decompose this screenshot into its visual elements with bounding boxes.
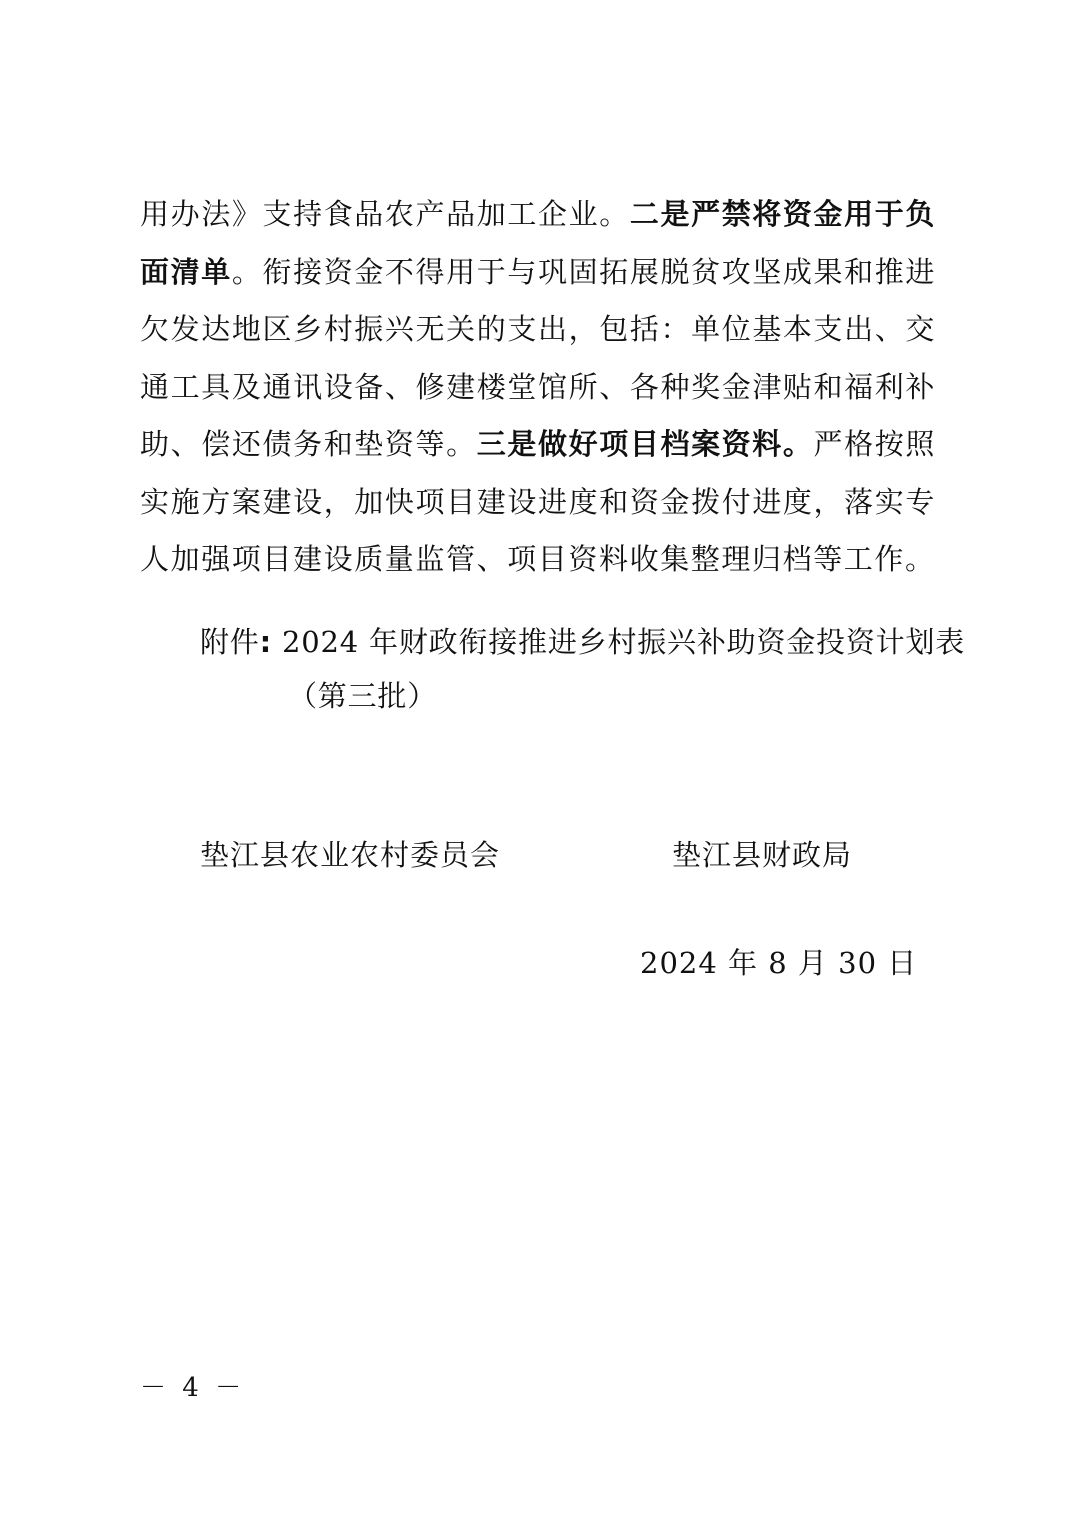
attachment-title-line1: 2024 年财政衔接推进乡村振兴补助资金投资计划表	[272, 625, 966, 659]
issuer-agriculture-committee: 垫江县农业农村委员会	[200, 838, 501, 872]
body-sentence-1: 用办法》支持食品农产品加工企业。	[140, 197, 630, 231]
attachment-note	[200, 615, 980, 723]
document-date: 2024 年 8 月 30 日	[640, 946, 918, 980]
body-sentence-2: 。衔接资金不得用于与巩固拓展脱贫攻坚成果和推进欠发达地区乡村振兴无关的支出，包括：单位基本支出、交通工具及通讯设备、修建楼堂馆所、各种奖金津贴和福利补助、偿还债务和垫资等。	[140, 254, 936, 461]
body-paragraph	[140, 186, 936, 589]
attachment-title-line2: （第三批）	[288, 679, 438, 713]
issuer-finance-bureau: 垫江县财政局	[672, 838, 853, 872]
heading-point-2: 二是严禁将资金用于负面清单	[140, 197, 936, 289]
heading-point-3: 三是做好项目档案资料。	[476, 427, 814, 461]
attachment-label: 附件	[200, 625, 260, 659]
page-number: － 4 －	[140, 1373, 246, 1403]
body-sentence-3: 严格按照实施方案建设，加快项目建设进度和资金拨付进度，落实专人加强项目建设质量监管、项目资料收集整理归档等工作。	[140, 427, 936, 576]
attachment-colon: :	[259, 625, 273, 659]
